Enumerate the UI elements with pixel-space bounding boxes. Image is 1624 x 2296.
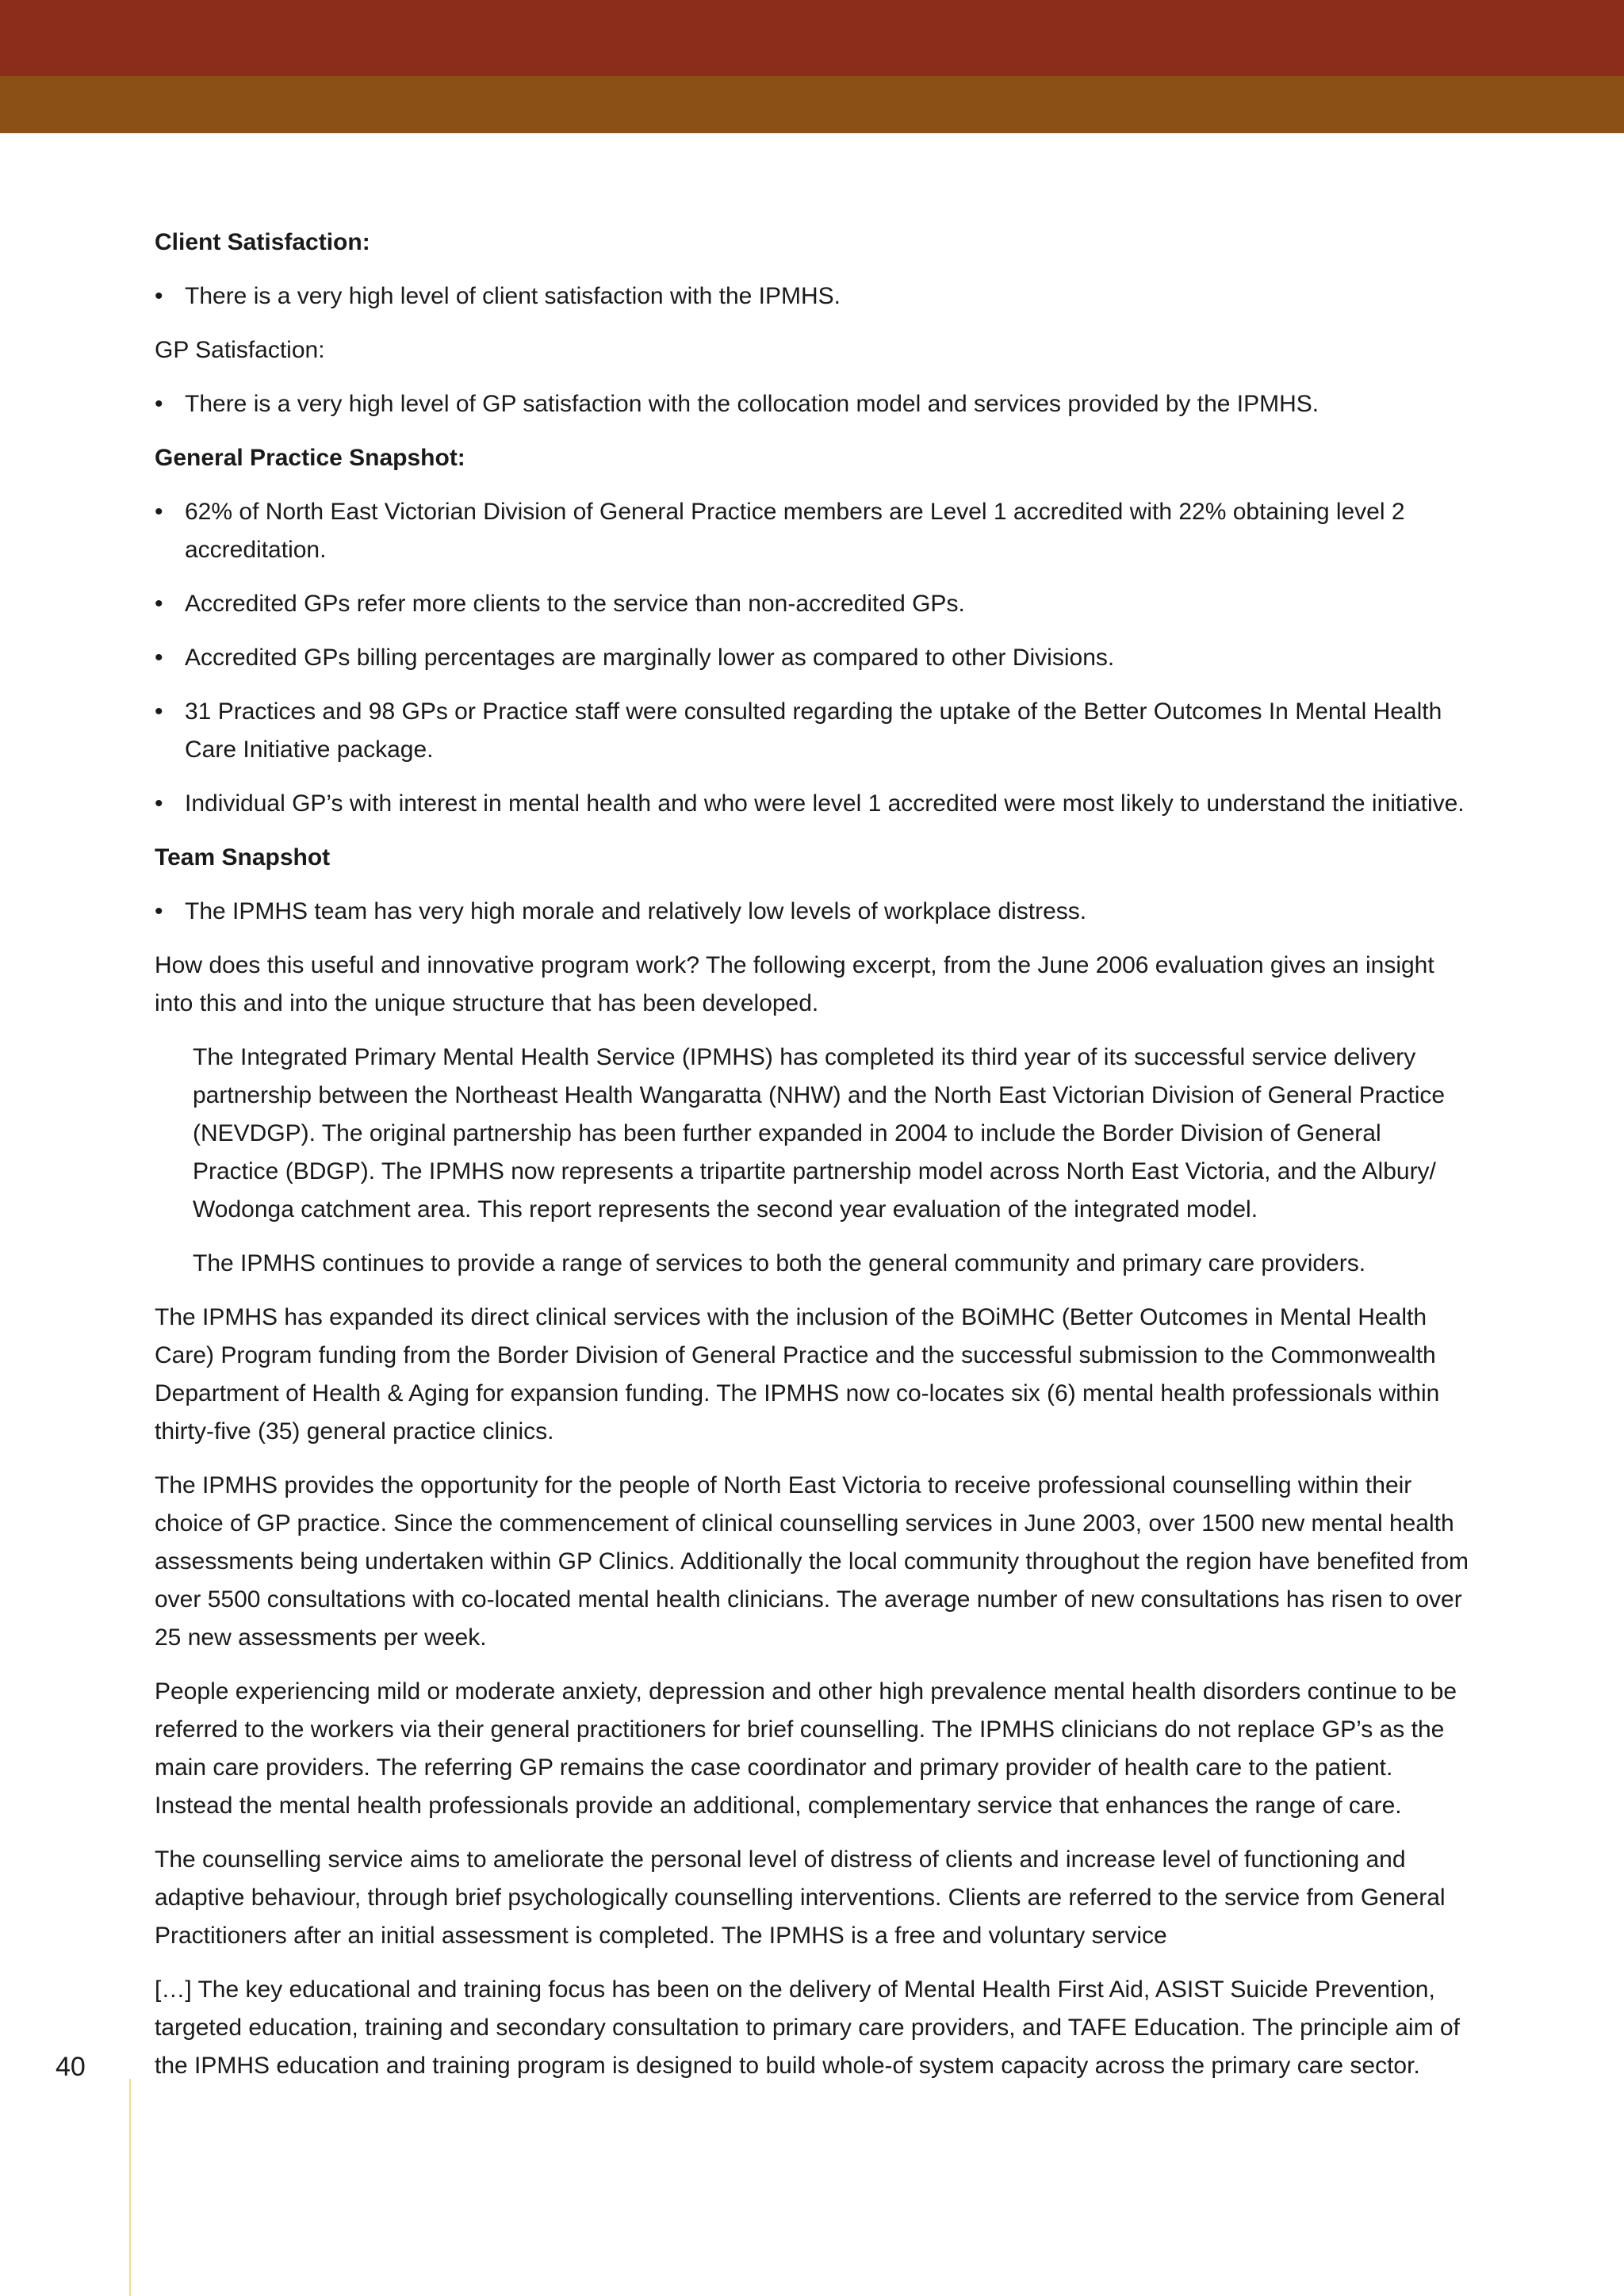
team-snapshot-heading: Team Snapshot [155, 844, 331, 871]
margin-rule [129, 2079, 131, 2296]
bullet-icon: • [155, 391, 163, 417]
bullet-icon: • [155, 645, 163, 671]
list-item: • Individual GP’s with interest in mental health and who were level 1 accredited were most likely to understand the initiative. [155, 785, 1473, 823]
client-satisfaction-heading: Client Satisfaction: [155, 229, 370, 255]
general-practice-snapshot-list [155, 493, 1473, 823]
list-item: • There is a very high level of client satisfaction with the IPMHS. [155, 277, 1473, 316]
bullet-icon: • [155, 283, 163, 309]
list-item: • Accredited GPs refer more clients to the service than non-accredited GPs. [155, 585, 1473, 623]
list-item: • There is a very high level of GP satisfaction with the collocation model and services provided by the IPMHS. [155, 385, 1473, 423]
intro-paragraph: How does this useful and innovative program work? The following excerpt, from the June 2006 evaluation gives an insight into this and into the unique structure that has been developed. [155, 952, 1434, 1016]
header-band-bottom [0, 76, 1624, 133]
quote-paragraph: The Integrated Primary Mental Health Service (IPMHS) has completed its third year of its successful service delivery partnership between the Northeast Health Wangaratta (NHW) and the North East Victorian Division of General Practice (NEVDGP). The original partnership has been further expanded in 2004 to include the Border Division of General Practice (BDGP). The IPMHS now represents a tripartite partnership model across North East Victoria, and the Albury/ Wodonga catchment area. This report represents the second year evaluation of the integrated model. [193, 1044, 1446, 1223]
body-paragraph: The counselling service aims to ameliorate the personal level of distress of clients and increase level of functioning and adaptive behaviour, through brief psychologically counselling interventions. Clients are referred to the service from General Practitioners after an initial assessment is completed. The IPMHS is a free and voluntary service [155, 1846, 1446, 1949]
body-paragraph: The IPMHS provides the opportunity for the people of North East Victoria to receive professional counselling within their choice of GP practice. Since the commencement of clinical counselling services in June 2003, over 1500 new mental health assessments being undertaken within GP Clinics. Additionally the local community throughout the region have benefited from over 5500 consultations with co-located mental health clinicians. The average number of new consultations has risen to over 25 new assessments per week. [155, 1472, 1469, 1651]
bullet-icon: • [155, 591, 163, 617]
page-number: 40 [56, 2052, 86, 2082]
body-paragraph: The IPMHS has expanded its direct clinical services with the inclusion of the BOiMHC (Better Outcomes in Mental Health Care) Program funding from the Border Division of General Practice and the successful submission to the Commonwealth Department of Health & Aging for expansion funding. The IPMHS now co-locates six (6) mental health professionals within thirty-five (35) general practice clinics. [155, 1304, 1440, 1445]
bullet-icon: • [155, 698, 163, 725]
page-content [155, 224, 1473, 2101]
body-paragraph: […] The key educational and training focus has been on the delivery of Mental Health First Aid, ASIST Suicide Prevention, targeted education, training and secondary consultation to primary care providers, and TAFE Education. The principle aim of the IPMHS education and training program is designed to build whole-of system capacity across the primary care sector. [155, 1976, 1460, 2079]
gp-satisfaction-list [155, 385, 1473, 423]
client-satisfaction-list [155, 277, 1473, 316]
list-item: • Accredited GPs billing percentages are marginally lower as compared to other Divisions. [155, 639, 1473, 677]
team-snapshot-list [155, 893, 1473, 931]
list-item: • The IPMHS team has very high morale and relatively low levels of workplace distress. [155, 893, 1473, 931]
list-item: • 31 Practices and 98 GPs or Practice staff were consulted regarding the uptake of the Better Outcomes In Mental Health Care Initiative package. [155, 693, 1473, 769]
bullet-icon: • [155, 898, 163, 924]
quote-paragraph: The IPMHS continues to provide a range of services to both the general community and primary care providers. [193, 1250, 1366, 1276]
general-practice-snapshot-heading: General Practice Snapshot: [155, 445, 465, 471]
header-band-top [0, 0, 1624, 76]
list-item: • 62% of North East Victorian Division of General Practice members are Level 1 accredited with 22% obtaining level 2 accreditation. [155, 493, 1473, 569]
gp-satisfaction-heading: GP Satisfaction: [155, 337, 325, 363]
body-paragraph: People experiencing mild or moderate anxiety, depression and other high prevalence mental health disorders continue to be referred to the workers via their general practitioners for brief counselling. The IPMHS clinicians do not replace GP’s as the main care providers. The referring GP remains the case coordinator and primary provider of health care to the patient. Instead the mental health professionals provide an additional, complementary service that enhances the range of care. [155, 1678, 1457, 1819]
bullet-icon: • [155, 790, 163, 817]
bullet-icon: • [155, 499, 163, 525]
